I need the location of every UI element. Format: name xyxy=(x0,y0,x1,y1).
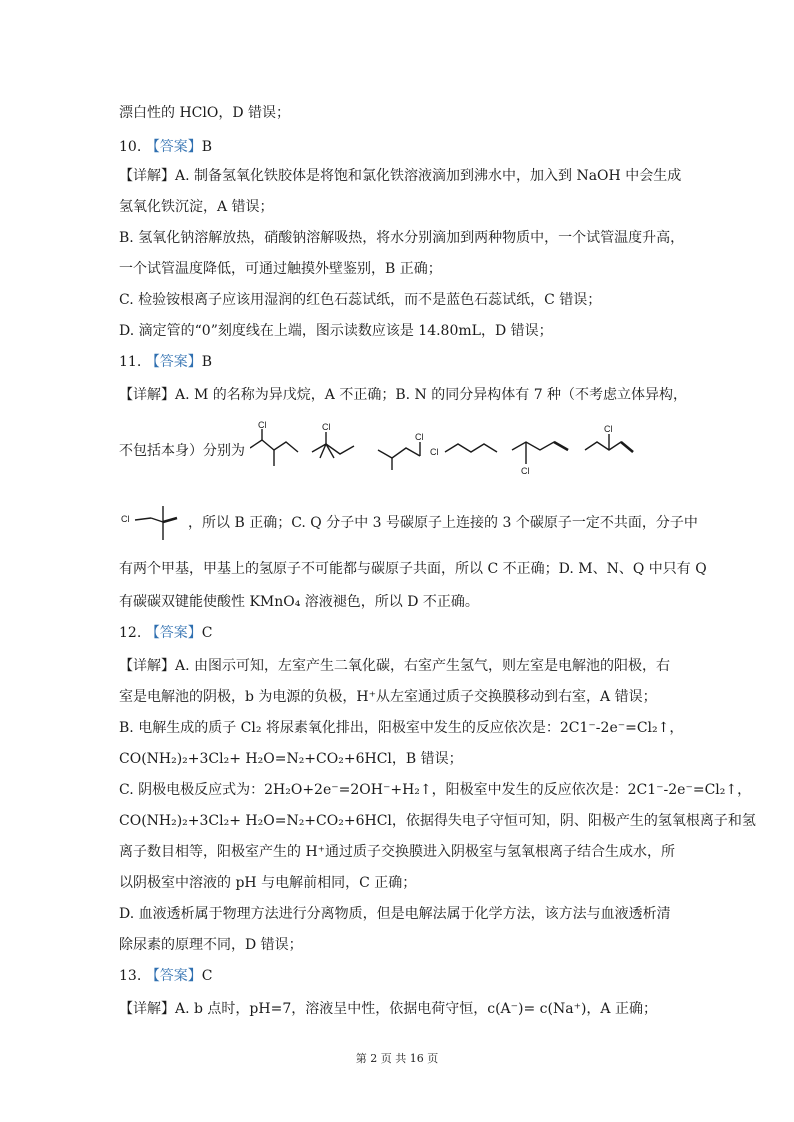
isomer-4 xyxy=(445,444,497,452)
answer-line-12 xyxy=(119,623,679,643)
text-line-3: 【详解】A. 制备氢氧化铁胶体是将饱和氯化铁溶液滴加到沸水中，加入到 NaOH 中会生成 xyxy=(119,168,682,184)
text-line-1: 漂白性的 HClO，D 错误； xyxy=(119,105,291,121)
text-line-16: 【详解】A. 由图示可知，左室产生二氧化碳，右室产生氢气，则左室是电解池的阳极，右 xyxy=(119,658,671,674)
text-line-27: 【详解】A. b 点时，pH=7，溶液呈中性，依据电荷守恒，c(A⁻)= c(Na⁺)，A 正确； xyxy=(119,1001,657,1017)
answer-value: C xyxy=(201,968,213,984)
answer-line-13 xyxy=(119,966,679,986)
page-footer: 第 2 页 共 16 页 xyxy=(355,1052,439,1065)
cl-label: Cl xyxy=(121,514,130,524)
text-line-6: 一个试管温度降低，可通过触摸外壁鉴别，B 正确； xyxy=(119,261,442,277)
answer-tag: 【答案】 xyxy=(145,625,202,641)
question-number: 12. xyxy=(119,625,146,641)
text-line-4: 氢氧化铁沉淀，A 错误； xyxy=(119,199,274,215)
text-line-19: CO(NH₂)₂+3Cl₂+ H₂O=N₂+CO₂+6HCl，B 错误； xyxy=(119,751,463,767)
cl-label: Cl xyxy=(258,420,267,430)
text-line-12: ，所以 B 正确；C. Q 分子中 3 号碳原子上连接的 3 个碳原子一定不共面，分子中 xyxy=(188,515,698,531)
isomer-structures xyxy=(250,420,650,480)
cl-label: Cl xyxy=(521,466,530,476)
text-line-7: C. 检验铵根离子应该用湿润的红色石蕊试纸，而不是蓝色石蕊试纸，C 错误； xyxy=(119,292,602,308)
answer-tag: 【答案】 xyxy=(145,968,202,984)
text-line-5: B. 氢氧化钠溶解放热，硝酸钠溶解吸热，将水分别滴加到两种物质中，一个试管温度升高， xyxy=(119,230,685,246)
answer-tag: 【答案】 xyxy=(145,354,202,370)
text-line-13: 有两个甲基，甲基上的氢原子不可能都与碳原子共面，所以 C 不正确；D. M、N、Q 中只有 Q xyxy=(119,561,707,577)
cl-label: Cl xyxy=(604,424,613,434)
isomer-7 xyxy=(119,500,189,546)
text-line-22: 离子数目相等，阳极室产生的 H⁺通过质子交换膜进入阴极室与氢氧根离子结合生成水，所 xyxy=(119,844,676,860)
text-line-18: B. 电解生成的质子 Cl₂ 将尿素氧化排出，阳极室中发生的反应依次是：2C1⁻-2e⁻=Cl₂↑， xyxy=(119,720,684,736)
answer-tag: 【答案】 xyxy=(145,139,202,155)
cl-label: Cl xyxy=(415,432,424,442)
text-line-20: C. 阴极电极反应式为：2H₂O+2e⁻=2OH⁻+H₂↑，阳极室中发生的反应依次是：2C1⁻-2e⁻=Cl₂↑， xyxy=(119,782,752,798)
question-number: 13. xyxy=(119,968,146,984)
answer-value: C xyxy=(201,625,213,641)
text-line-17: 室是电解池的阴极，b 为电源的负极，H⁺从左室通过质子交换膜移动到右室，A 错误； xyxy=(119,689,657,705)
cl-label: Cl xyxy=(322,422,331,432)
text-line-23: 以阴极室中溶液的 pH 与电解前相同，C 正确； xyxy=(119,875,417,891)
text-line-8: D. 滴定管的“0”刻度线在上端，图示读数应该是 14.80mL，D 错误； xyxy=(119,323,553,339)
answer-line-10 xyxy=(119,137,679,157)
isomer-2 xyxy=(312,444,354,454)
text-line-10: 【详解】A. M 的名称为异戊烷，A 不正确；B. N 的同分异构体有 7 种（不考虑立体异构， xyxy=(119,387,688,403)
text-line-21: CO(NH₂)₂+3Cl₂+ H₂O=N₂+CO₂+6HCl，依据得失电子守恒可知，阴、阳极产生的氢氧根离子和氢 xyxy=(119,813,756,829)
cl-label: Cl xyxy=(430,447,439,457)
text-line-11: 不包括本身）分别为 xyxy=(119,443,245,459)
isomer-3 xyxy=(378,448,420,458)
text-line-14: 有碳碳双键能使酸性 KMnO₄ 溶液褪色，所以 D 不正确。 xyxy=(119,594,479,610)
text-line-24: D. 血液透析属于物理方法进行分离物质，但是电解法属于化学方法，该方法与血液透析清 xyxy=(119,906,671,922)
answer-line-11 xyxy=(119,352,679,372)
answer-value: B xyxy=(201,354,213,370)
question-number: 11. xyxy=(119,354,146,370)
answer-value: B xyxy=(201,139,213,155)
text-line-25: 除尿素的原理不同，D 错误； xyxy=(119,937,303,953)
question-number: 10. xyxy=(119,139,146,155)
